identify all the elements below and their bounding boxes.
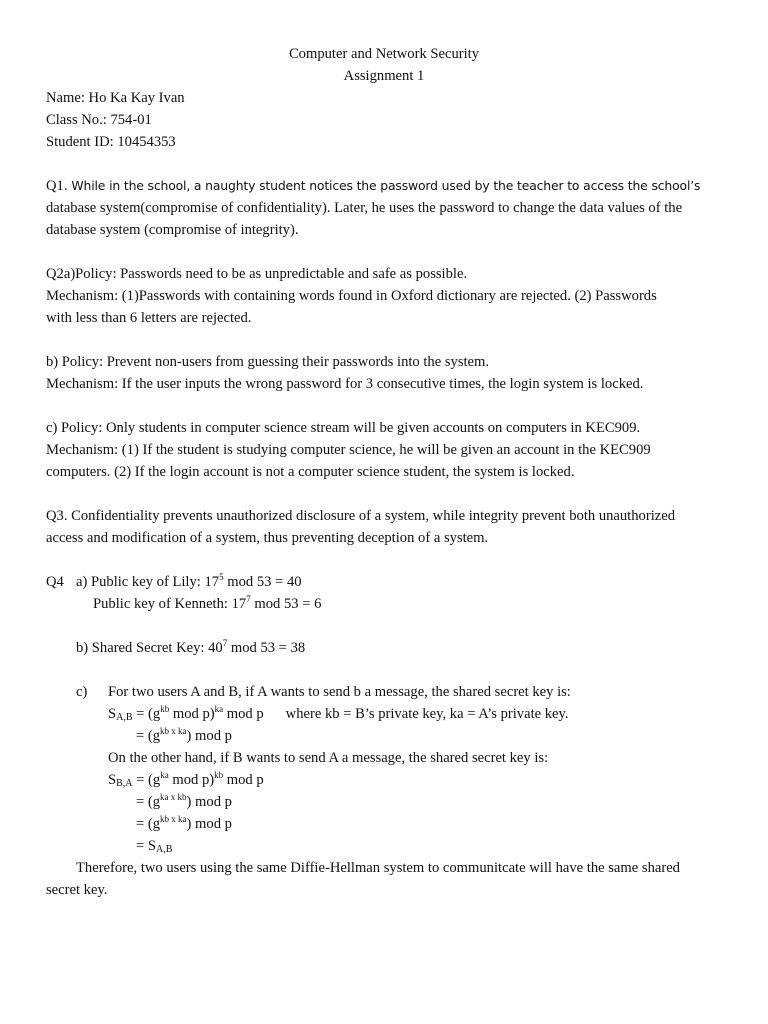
q2b-mechanism: Mechanism: If the user inputs the wrong password for 3 consecutive times, the login system is locked. xyxy=(46,376,644,392)
q4c-label: c) xyxy=(76,684,88,700)
q1-label: Q1 xyxy=(46,178,64,194)
q3-line-2: access and modification of a system, thus preventing deception of a system. xyxy=(46,530,489,546)
q1-line-1 xyxy=(46,177,700,195)
q4c-other-hand: On the other hand, if B wants to send A a message, the shared secret key is: xyxy=(108,750,549,766)
q4b-shared-key: b) Shared Secret Key: $40^7$ mod 53 = 38 xyxy=(76,638,306,656)
q4c-conclusion-line-1: Therefore, two users using the same Diffie-Hellman system to communitcate will have the same shared xyxy=(76,860,680,876)
q4c-formula-sba: $S_{B,A} = (g^{ka}$ mod p)$^{kb}$ mod p xyxy=(108,770,264,789)
q2a-policy: Q2a)Policy: Passwords need to be as unpredictable and safe as possible. xyxy=(46,266,468,282)
q2b-policy: b) Policy: Prevent non-users from guessing their passwords into the system. xyxy=(46,354,490,370)
q4-label: Q4 xyxy=(46,574,64,590)
q4c-formula-sab-step: = $(g^{kb x ka})$ mod p xyxy=(136,726,232,744)
q4a-kenneth-key: Public key of Kenneth: $17^7$ mod 53 = 6 xyxy=(93,594,322,612)
class-number: Class No.: 754-01 xyxy=(46,112,152,128)
q4c-conclusion-line-2: secret key. xyxy=(46,882,108,898)
student-id: Student ID: 10454353 xyxy=(46,134,176,150)
q2c-mechanism-line-1: Mechanism: (1) If the student is studying computer science, he will be given an account in the KEC909 xyxy=(46,442,651,458)
q4a-lily-key: a) Public key of Lily: $17^5$ mod 53 = 40 xyxy=(76,572,302,590)
q4c-intro: For two users A and B, if A wants to send b a message, the shared secret key is: xyxy=(108,684,571,700)
student-name: Name: Ho Ka Kay Ivan xyxy=(46,90,185,106)
q4c-formula-sba-step-1: = $(g^{ka x kb})$ mod p xyxy=(136,792,232,810)
q1-text-start: . While in the school, a naughty student notices the password used by the teacher to access the school’s xyxy=(63,178,701,193)
q3-line-1: Q3. Confidentiality prevents unauthorized disclosure of a system, while integrity prevent both unauthorized xyxy=(46,508,675,524)
q4c-formula-sba-step-2: = $(g^{kb x ka})$ mod p xyxy=(136,814,232,832)
q4c-where-note: where kb = B’s private key, ka = A’s private key. xyxy=(285,706,569,722)
q4c-formula-result: = $S_{A,B}$ xyxy=(136,838,173,855)
q1-line-2: database system(compromise of confidentiality). Later, he uses the password to change the data values of the xyxy=(46,200,683,216)
q4c-formula-sab: $S_{A,B} = (g^{kb}$ mod p)$^{ka}$ mod p where kb = B’s private key, ka = A’s private key. xyxy=(108,704,569,723)
q2c-mechanism-line-2: computers. (2) If the login account is not a computer science student, the system is locked. xyxy=(46,464,575,480)
document-subtitle: Assignment 1 xyxy=(343,68,425,84)
q2a-mechanism-line-1: Mechanism: (1)Passwords with containing words found in Oxford dictionary are rejected. (2) Passwords xyxy=(46,288,657,304)
q2a-mechanism-line-2: with less than 6 letters are rejected. xyxy=(46,310,252,326)
document-title: Computer and Network Security xyxy=(288,46,480,62)
q2c-policy: c) Policy: Only students in computer science stream will be given accounts on computers in KEC909. xyxy=(46,420,641,436)
q1-line-3: database system (compromise of integrity). xyxy=(46,222,299,238)
